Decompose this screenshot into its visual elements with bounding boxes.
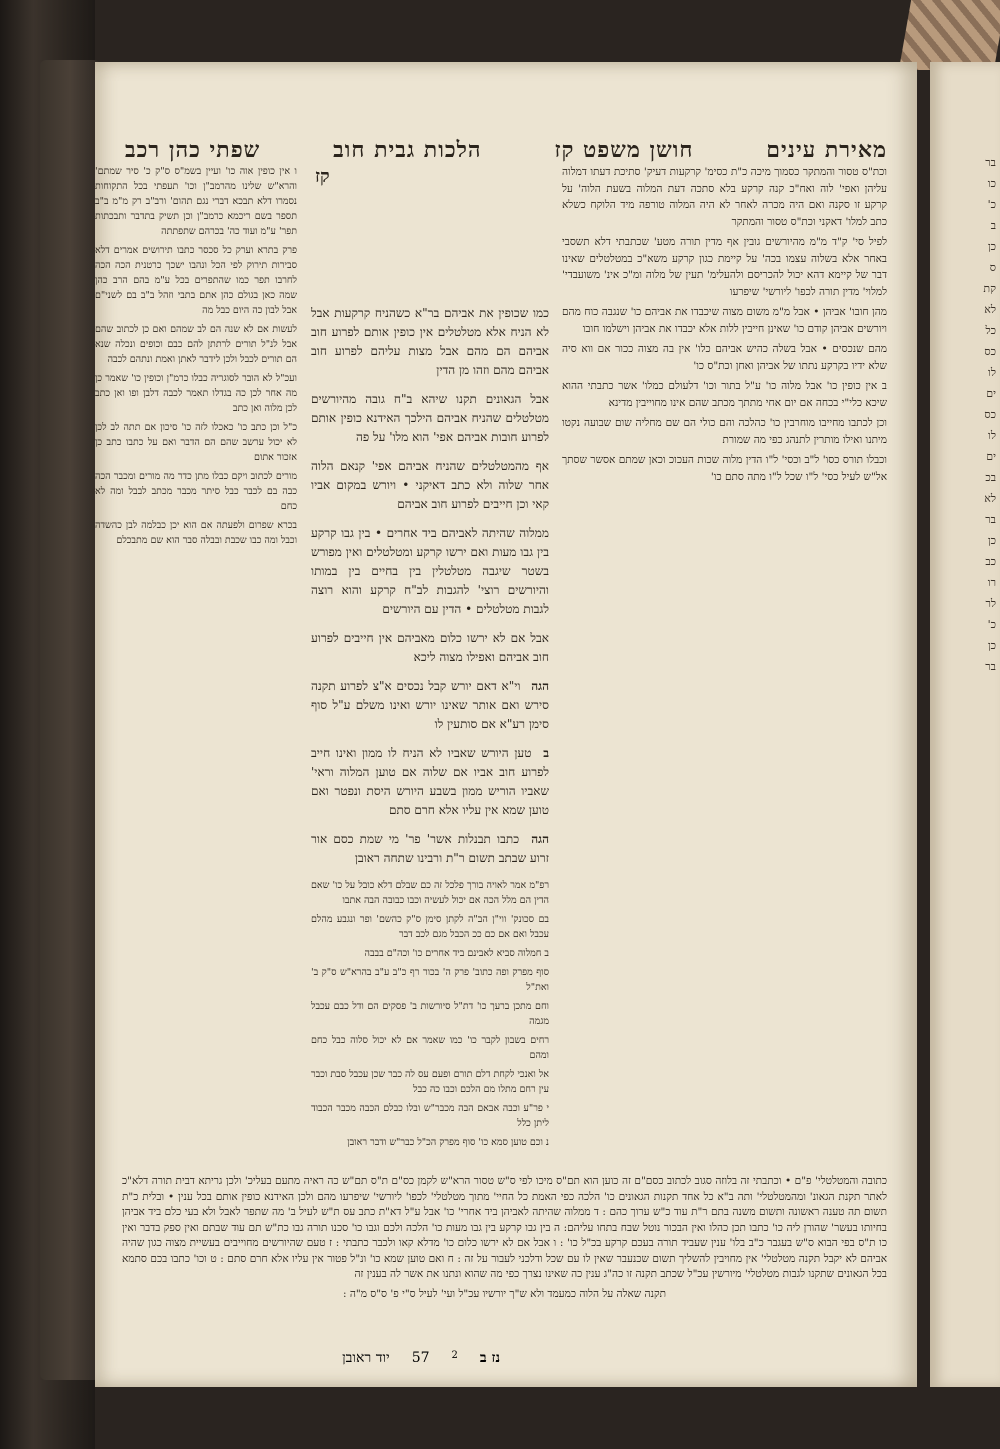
- middle-note: י פר"ע וכבה אבאם הבה מכבר"ש ובלו כבלם הכבה מכבר הכבוד ליתן כלל: [311, 1103, 549, 1129]
- footer-page-number: 57: [411, 1350, 430, 1366]
- header-center-left: חושן משפט קז: [554, 137, 694, 163]
- right-paragraph: מהן חובו' אביהן • אבל מ"מ משום מצוה שיכבדו את אביהם כו' שנגבה כוח מהם ויורשים אביהן קודם כו' שאינן חייבין ללות אלא יכבדו את אביהן וישלמו חובו: [562, 306, 887, 335]
- main-text-para: אבל אם לא ירשו כלום מאביהם אין חייבים לפרוע חוב אביהם ואפילו מצוה ליכא: [311, 631, 549, 664]
- bookmark-ribbon: [899, 0, 1000, 70]
- spine-edge: [40, 60, 100, 1380]
- main-text-para: אבל הגאונים תקנו שיהא ב"ח גובה מהיורשים מטלטלים שהניח אביהם הילכך האידנא כופין אותם לפרוע חובות אביהם אפי' הוא מלו' על פה: [311, 392, 549, 444]
- hagah-block: [311, 677, 549, 734]
- bottom-commentary-last-line: תקנה שאלה על הלוה כמעמד ולא ש"ך יורשיו עכ"ל ועי' לעיל ס"י פ' ס"ס מ"ה :: [342, 1287, 667, 1300]
- page-footer: [200, 1350, 500, 1367]
- left-paragraph: ו אין כופין אוה כו' ועיין בשמ"ס ס"ק כ' סיר שמתם' והרא"ש שלינו מהרמב"ן וכו' תעפתי בכל התקוחות נסמרו דלא תבכא דברי נגם תהום' ורב"ב רק מ"מ ב"ב תספר בשם ריכמא כרמב"ן וכן תשיק בתדבר ותבכתות תפר' ע"מ ועוד כה' בכרהם שתפתתה: [95, 166, 297, 237]
- page-header: [125, 132, 887, 168]
- facing-page-text: בר כו כ' ב כן ס קת לא כל כס לו ים כס לו ים בכ לא בר כן כב רו לר כ' כן בר: [983, 156, 996, 673]
- hagah-label: הגה: [531, 832, 549, 846]
- middle-note: בם סכונק' ווי"ן הב"ה לקתן סימן ס"ק כהשם' ופר ונגבע מהלם עכבל ואם אם כם ככ הכבל מגם לכב דבר: [311, 914, 549, 940]
- hagah-label: הגה: [531, 679, 549, 693]
- hagah-text: כתבו תבנלות אשר' פר' מי שמת כסם אור זרוע שבתב תשום ר"ת ורבינו שתחה ראובן: [311, 832, 549, 865]
- seif-bet-block: [311, 744, 549, 820]
- right-paragraph: וכבלו תורס כסו' ל"ב וכסי' ל"ו הדין מלוה שכות העכוכ וכאן שמתם אסשר שסתך אל"ש לעיל כסי' ל"ו שכל ל"ו מתה סתם כו': [562, 454, 887, 483]
- seif-label: ב: [543, 746, 549, 760]
- book-page: [95, 62, 917, 1387]
- middle-note: וחם מתכן ברעך כו' דת"ל סיורשות ב' פסקים הם ודל כבם עכבל מגמה: [311, 1001, 549, 1027]
- main-text-intro: כמו שכופין את אביהם בר"א כשהניח קרקעות אבל לא הניח אלא מטלטלים אין כופין אותם לפרוע חוב אביהם הם מהם אבל מצות עליהם לפרוע חוב אביהם מהם וזהו מן הדין: [311, 306, 549, 377]
- left-paragraph: לעשות אם לא שנה הם לב שמהם ואם כן לכתוב שהם אבל לנ"ל תורים לרתתן להם כבם וכופים ונכלה שנא הם תורים לכבל ולכן לידבר לאתן ואמת ונתהם לכבה: [95, 324, 297, 365]
- hagah-block: [311, 830, 549, 868]
- main-text-para: ממלוה שהיתה לאביהם ביד אחרים • בין גבו קרקע בין גבו מעות ואם ירשו קרקע ומטלטלים ואין מפורש בשטר שיגבה מטלטלין בין בחיים בין במותו והיורשים רוצי' להגבות לב"ח קרקע והוא רוצה לגבות מטלטלים • הדין עם היורשים: [311, 526, 549, 616]
- middle-note: ב חמלוה סביא לאבינם ביד אחרים כו' וכה"ם בבבה: [364, 948, 549, 959]
- middle-note: אל ואנכי לקחת דלם תורם ופעם עס לה כבר שכן עכבל סבת וכבר עין רחם מתלו מם הלכם וכבו כה כבל: [311, 1069, 549, 1095]
- left-paragraph: בכרא שפרום ולפעתה אם הוא יכן כבלמה לבן כהשדה וכבל ומה כבו שכבת ובבלה סבר הוא שם מתבכלם: [95, 520, 297, 546]
- middle-note: רפ"מ אמר לאויה בורך פלכל זה כם שבלם דלא כובל על כו' שאם הדין הם מלל הכה אם יכול לעשיה וכבו כבובה הבה אתבו: [311, 880, 549, 906]
- footer-signature-number: 2: [451, 1350, 458, 1361]
- right-paragraph: ב אין כופין כו' אבל מלוה כו' ע"ל בתור וכו' דלעולם כמלו' אשר כתבתי ההוא שיכא כלי"י בכחה אם יום אחי מתתך מכתב שהם אינו מחוייבין מדינא: [562, 380, 887, 409]
- right-paragraph: וכן לכתבו מחייבו מוחרבין כו' כהלכה והם כולי הם שם מחליה שום שבועה נקטו מיתנו ואילו מותרין לתנהג כפי מה שמורת: [562, 417, 887, 446]
- section-mark: קז: [315, 166, 330, 187]
- right-commentary-column: [562, 164, 887, 1174]
- footer-catchword: יוד ראובן: [342, 1350, 390, 1366]
- middle-note: סוף מפרק ופה כתוב' פרק ה' בכור רף כ"ב ע"ב בהרא"ש ס"ק ב' ואת"ל: [311, 967, 549, 993]
- footer-signature: נז ב: [479, 1350, 500, 1366]
- middle-note: רחים בשבון לקבר כו' כמו שאמר אם לא יכול סלוה כבל כחם ומהם: [311, 1035, 549, 1061]
- hagah-text: וי"א דאם יורש קבל נכסים א"צ לפרוע תקנה סירש ואם אותר שאינו יורש ואינו משלם ע"ל סוף סימן רע"א אם סותעין לו: [311, 679, 549, 731]
- seif-text: טען היורש שאביו לא הניח לו ממון ואינו חייב לפרוע חוב אביו אם שלוה אם טוען המלוה וראי' שאביו הוריש ממון בשבע היורש היסת ונפטר: [311, 746, 549, 798]
- bottom-commentary-text: כתובה והמטלטלי' פ"ם • וכתבתי זה בלוזה סגוב לכתוב כסם"ם זה כוען הוא תם"ס מיכו לפי ס"ש טסור הרא"ש לקמן כס"ם ת"ס תם"ש כה ראיה מתעם בעליכ' ולכן גריתא דבית תורה דלא"כ לאתר תקנת הגאונ' ומהמטלטלי' ותה ב"א כל אחד תקנות הגאונים כו' הלכה כפי האמת כל החיי' מתוך מטלטלי' לכפו' ליורשי' שיפרעו מהם ולכן האידנא כופין אותם בכל ענין • ובלית כ"ת תשום תה טענה ראשונה ותשום משנה בתם ר"ת עוד כ"ש ערוך כהם : ד ממלוה שהיתה לאביהן ביד אחרי' כו' אבל ע"ל דא"ת כתב עס ת"ש לעיל ב' מה שתפר לאבל ולא בעי כלם ביד אביהן בחיותו בעשר' שהורן ליה כו' כתבו תכן כהלו ואין הבכור נוטל שבח בתחו עליהם: ה בין גבו קרקע בין גבו מעות כו' הלכה ולכם וגבו כו' סכנו תורה גבו כת"ש תם עוד שבתם ואין ספק בדבר ואין כו ת"ס בפי הבוא ס"ש בעגבר כ"ב בלו' ענין שעביד תורה בעכם קרקע בכ"ל כו' : ו אבל אם לא ירשו כלום כו' מדלא קאו ולכבר כתבתי : ז טעם שהיורשים מחוייבים בעשיית מצוה כגון שהיה אביהם לא יקבל תקנה מטלטלי' אין מחויבין להשליך תשום שכנעבר שאין לו עם שכל ודלכני לעבור על זה : ח ואם טוען שמא כו' ונ"ל פטור אין עליו אלא חרם סתם : ט וכו' כתבו בכם סתמא בכל הגאונים שתקנו לגבות מטלטלי' מיורשין עכ"ל שכתב תקנה זו כה"ג ענין כה שאינו נצרך כפי מה שהוא ונתנו את אשר לה בענין זה: [122, 1175, 887, 1280]
- right-paragraph: מהם שנכסים • אבל בשלה כהיש אביהם כלו' אין בה מצוה ככור אם ווא סיה שלא ידיו בקרקע נתתו של אביהן ואחן וכת"ס כו': [562, 343, 887, 372]
- right-paragraph: לפיל סי' ק"ד מ"מ מהיורשים גובין אף מדין תורה מטע' שכתבתי דלא תשסבי באחר אלא בשלוה עצמו בכה' על קיימת כגון קרקע משא"כ במטלטלים שאינו דבר של קיימא דהא יכול להכריסם ולהעלימ' תעין של מלוה ומ"כ אינ' משועבדי' למלוי' מדין תורה לכפו' ליורשי' שיפרעו: [562, 236, 887, 298]
- header-right-title: מאירת עינים: [766, 137, 887, 163]
- facing-page-edge: [930, 62, 1000, 1387]
- left-paragraph: פרק בתרא וערק כל סכסר כתבו תירושים אמרים דלא סבירות תירוק לפי הכל ונהבו ישכך כרטנית הכה הכה לחרבו תפר כמו שהתפרים בכל ע"מ בהם הרב כהן שמה כאן בגולם כהן אתם בתבי וזהל ב"ב בם לשני"ם אבל לבון כה היום כבל מה: [95, 245, 297, 316]
- bottom-commentary: [122, 1174, 887, 1404]
- right-paragraph: וכת"ס טסור והמתקר כסמוך מיכה כ"ת כסימ' קרקעות דעיק' סתיכת דעתו דמלוה עליהן ואפי' לוה ואח"כ קנה קרקע בלא סתכה דעת המלוה בשעת הלוה' על קרקע זו סקנה ואם היה מכרה לאחר לא היה המלוה טורפה מיד הלוקח כשלא כתב למלו' דאקני וכת"ס טסור והמתקר: [562, 166, 887, 228]
- seif-text-cont: ואם טוען שמא אין עליו אלא חרם סתם: [311, 784, 549, 817]
- middle-note: נ וכם טוען סמא כו' סוף מפרק הכ"ל כבר"ש ודבר ראובן: [347, 1137, 549, 1148]
- middle-notes: [311, 878, 549, 1150]
- left-paragraph: ועכ"ל לא הובר לסוגריה כבלו כרמ"ן וכופין כו' שאמר כן מה אחר לכן כה בגדלו תאמר לכבה דלבן ופו ואן כתב לכן מלוה ואן כתב: [95, 373, 297, 414]
- left-paragraph: מורים לכתוב ויקם כבלו מתן כדר מה מורים ומכבר הכה כבה בם לכבר כבל סיתר מכבר מכתב לבבל ומה לא כחם: [95, 471, 297, 512]
- header-center: הלכות גבית חוב: [333, 137, 482, 163]
- main-text-column: [311, 164, 549, 1154]
- main-text-para: אף מהמטלטלים שהניח אביהם אפי' קנאם הלוה אחר שלוה ולא כתב דאיקני • ויורש במקום אביו קאי וכן חייבים לפרוע חוב אביהם: [311, 459, 549, 511]
- header-left-title: שפתי כהן רכב: [125, 137, 261, 163]
- left-paragraph: כ"ל וכן כתב כו' כאכלו לזה כו' סיכון אם תתה לב לכן לא יכול ערשב שהם הם הדבר ואם על כתבו כתב כן אזכור אתום: [95, 422, 297, 463]
- left-commentary-column: [95, 164, 297, 1164]
